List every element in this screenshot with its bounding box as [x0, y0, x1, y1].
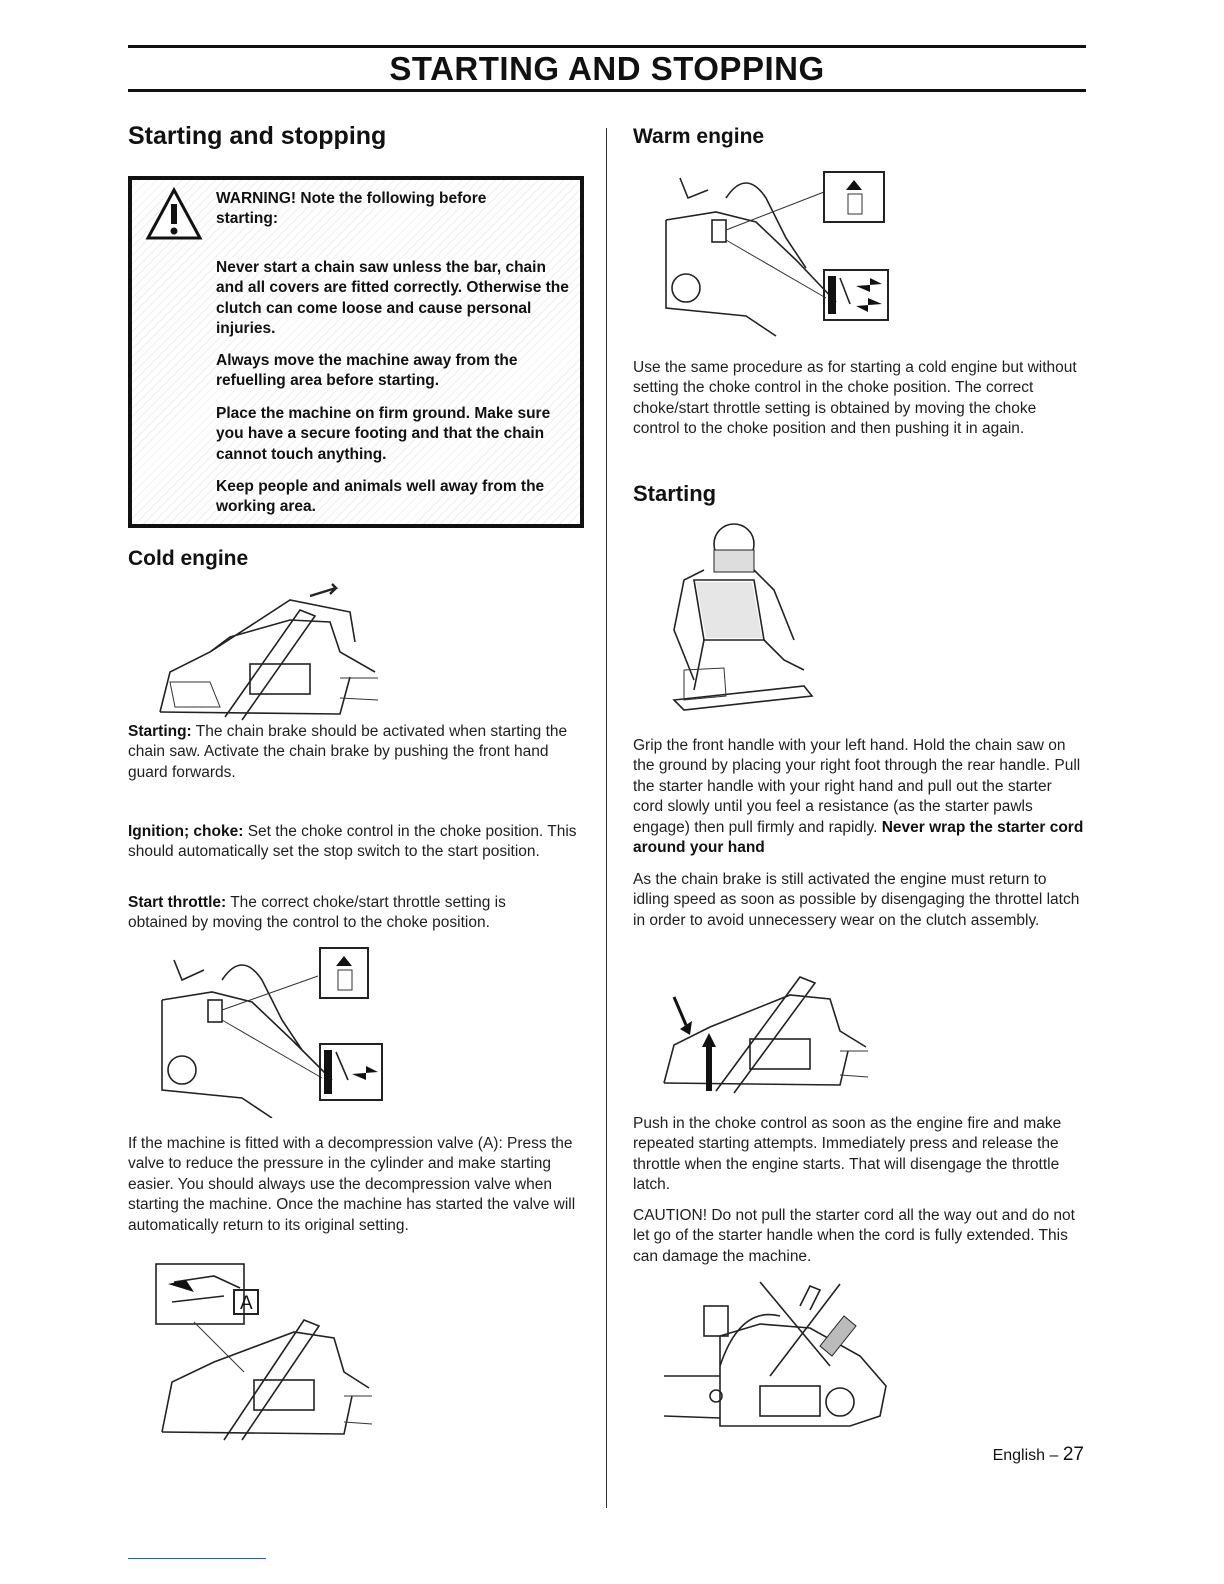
warning-item: Never start a chain saw unless the bar, chain and all covers are fitted correctly. Otherwise the clutch can come loose and cause personal injuries.: [216, 259, 569, 338]
person-starting-chainsaw-illustration: [664, 520, 814, 716]
header-bottom-rule: [128, 89, 1086, 92]
warning-title: WARNING! Note the following before starting:: [216, 190, 487, 228]
choke-control-illustration: [152, 940, 392, 1118]
push-choke-paragraph: Push in the choke control as soon as the engine fire and make repeated starting attempts. Immediately press and release the throttle when the engine starts. That will disengage the throttle latch.: [633, 1115, 1062, 1194]
header-top-rule: [128, 45, 1086, 48]
ignition-text: Set the choke control in the choke position. This should automatically set the stop switch to the start position.: [128, 823, 577, 861]
subheading-cold-engine: Cold engine: [128, 547, 249, 570]
cold-engine-throttle-paragraph: [128, 893, 568, 934]
cold-engine-starting-paragraph: [128, 722, 578, 783]
decompression-valve-illustration: [154, 1262, 374, 1442]
footer-language: English: [992, 1447, 1046, 1464]
page-title: STARTING AND STOPPING: [389, 50, 825, 87]
warning-box: [128, 176, 584, 528]
bottom-link-line: [128, 1558, 266, 1559]
warning-item: Keep people and animals well away from the working area.: [216, 478, 545, 516]
subheading-starting: Starting: [633, 481, 717, 506]
page-footer: [993, 1444, 1084, 1466]
starting-text: The chain brake should be activated when starting the chain saw. Activate the chain brake by pushing the front hand guard forwards.: [128, 723, 568, 781]
warning-item: Place the machine on firm ground. Make sure you have a secure footing and that the chain cannot touch anything.: [216, 405, 551, 463]
caution-paragraph: CAUTION! Do not pull the starter cord all the way out and do not let go of the starter handle when the cord is fully extended. This can damage the machine.: [633, 1207, 1075, 1265]
ignition-label: Ignition; choke:: [128, 823, 244, 840]
column-divider: [606, 128, 607, 1508]
warning-item: Always move the machine away from the refuelling area before starting.: [216, 352, 518, 390]
section-heading-starting-stopping: Starting and stopping: [128, 122, 387, 150]
throttle-text: The correct choke/start throttle setting is obtained by moving the control to the choke position.: [128, 894, 506, 932]
starting-label: Starting:: [128, 723, 192, 740]
chain-brake-paragraph: As the chain brake is still activated the engine must return to idling speed as soon as possible by disengaging the throttel latch in order to avoid unnecessery wear on the clutch assembly.: [633, 871, 1080, 929]
warm-engine-choke-illustration: [650, 158, 900, 338]
throttle-label: Start throttle:: [128, 894, 227, 911]
chainsaw-push-choke-illustration: [650, 955, 870, 1095]
chainsaw-chain-brake-illustration: [150, 582, 380, 724]
cold-engine-ignition-paragraph: [128, 822, 580, 863]
decompression-paragraph: If the machine is fitted with a decompression valve (A): Press the valve to reduce the pressure in the cylinder and make starting easier. You should always use the decompression valve when starting the machine. Once the machine has started the valve will automatically return to its original setting.: [128, 1135, 576, 1234]
grip-text: Grip the front handle with your left hand. Hold the chain saw on the ground by placing your right foot through the rear handle. Pull the starter handle with your right hand and pull out the starter cord slowly until you feel a resistance (as the starter pawls engage) then pull firmly and rapidly.: [633, 737, 1081, 836]
figure-label-a: A: [240, 1293, 253, 1314]
grip-warning-bold: Never wrap the starter cord around your hand: [633, 818, 1084, 857]
starter-cord-illustration: [660, 1276, 890, 1452]
grip-paragraph: [633, 736, 1085, 858]
footer-separator: –: [1045, 1447, 1063, 1464]
warm-engine-paragraph: Use the same procedure as for starting a cold engine but without setting the choke control in the choke position. The correct choke/start throttle setting is obtained by moving the choke control to the choke position and then pushing it in again.: [633, 359, 1077, 438]
subheading-warm-engine: Warm engine: [633, 125, 765, 148]
warning-triangle-icon: [144, 186, 204, 242]
page-number: 27: [1062, 1444, 1084, 1465]
